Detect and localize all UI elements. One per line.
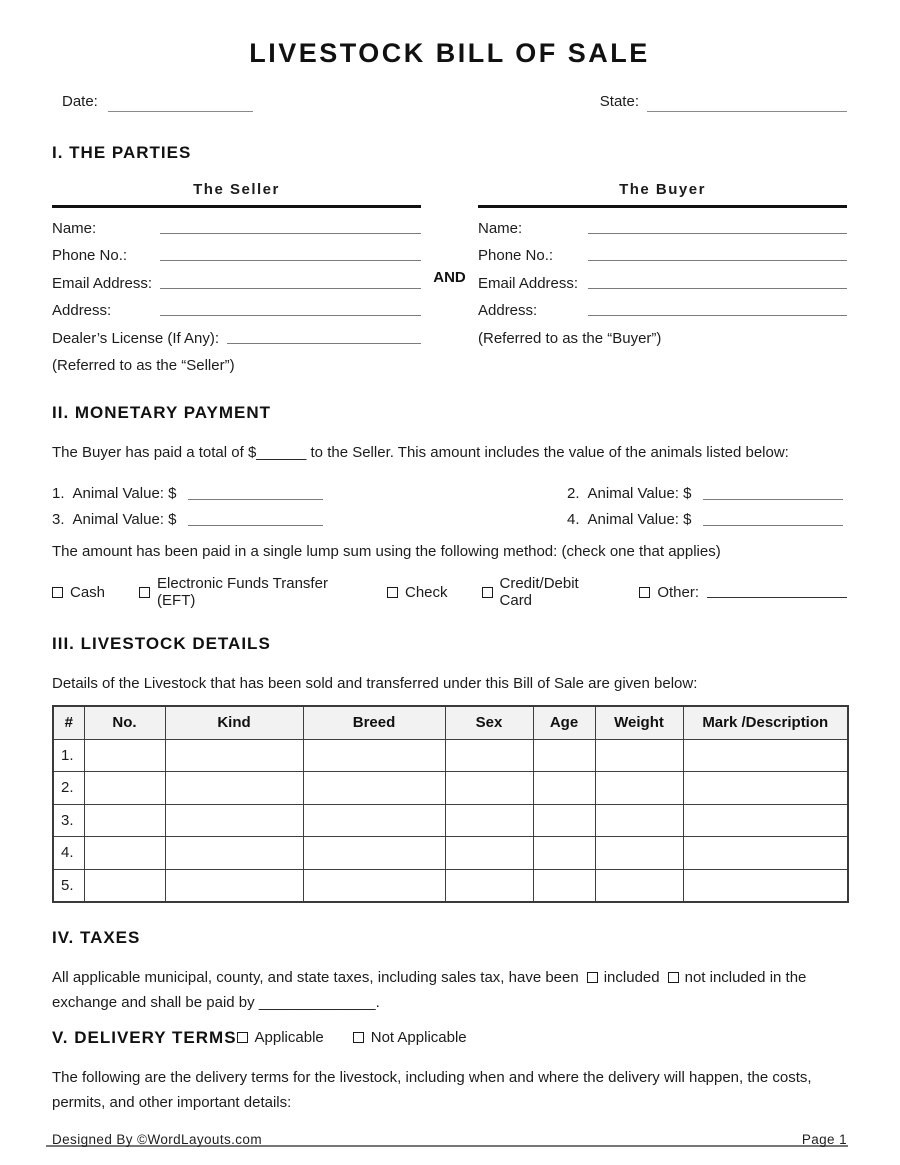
seller-name-label: Name: (52, 219, 97, 237)
table-header-row (53, 706, 848, 739)
taxes-included-label: included (603, 968, 660, 986)
section-heading-livestock: III. LIVESTOCK DETAILS (52, 634, 271, 653)
row-number: 4. (53, 837, 84, 870)
row-number: 1. (53, 739, 84, 772)
seller-name-row (52, 211, 421, 239)
table-cell[interactable] (683, 772, 848, 805)
eft-option (139, 575, 353, 609)
taxes-included-checkbox[interactable] (587, 972, 598, 983)
section-heading-parties: I. THE PARTIES (52, 143, 192, 162)
table-row (53, 869, 848, 902)
taxes-text-after: in the exchange and shall be paid by ______________. (52, 968, 807, 1011)
table-cell[interactable] (445, 772, 533, 805)
seller-name-line[interactable] (160, 233, 421, 234)
buyer-email-line[interactable] (588, 288, 847, 289)
seller-license-line[interactable] (227, 343, 421, 344)
col-header-age: Age (533, 706, 595, 739)
buyer-phone-label: Phone No.: (478, 247, 554, 264)
credit-debit-label: Credit/Debit Card (499, 575, 579, 609)
seller-rows (52, 211, 421, 376)
date-input-line[interactable] (108, 94, 253, 112)
buyer-note-row (478, 321, 847, 349)
animal-value-item-1 (52, 485, 567, 504)
table-cell[interactable] (683, 804, 848, 837)
col-header-breed: Breed (303, 706, 445, 739)
table-cell[interactable] (84, 837, 165, 870)
buyer-name-label: Name: (478, 219, 523, 237)
animal-values-grid (52, 478, 847, 530)
taxes-text-before: All applicable municipal, county, and state taxes, including sales tax, have been (52, 968, 579, 986)
livestock-intro: Details of the Livestock that has been sold and transferred under this Bill of Sale are given below: (52, 675, 698, 692)
row-number: 2. (53, 772, 84, 805)
row-number: 3. (53, 804, 84, 837)
table-cell[interactable] (595, 869, 683, 902)
state-field (600, 93, 847, 112)
seller-address-line[interactable] (160, 315, 421, 316)
not-applicable-checkbox[interactable] (353, 1032, 364, 1043)
animal-value-item-2 (567, 485, 843, 504)
taxes-not-included-label: not included (684, 968, 766, 986)
animal-value-num-2: 2. (567, 485, 580, 502)
buyer-title: The Buyer (478, 181, 847, 208)
table-cell[interactable] (683, 869, 848, 902)
animal-value-label-4: Animal Value: $ (587, 511, 692, 528)
buyer-address-label: Address: (478, 302, 538, 319)
animal-values-row-2 (52, 504, 847, 530)
seller-email-line[interactable] (160, 288, 421, 289)
buyer-address-line[interactable] (588, 315, 847, 316)
designer-credit: Designed By ©WordLayouts.com (52, 1132, 262, 1147)
payment-method-line: The amount has been paid in a single lump sum using the following method: (check one that applies) (52, 543, 721, 560)
table-cell[interactable] (303, 739, 445, 772)
seller-email-label: Email Address: (52, 274, 153, 292)
table-cell[interactable] (595, 739, 683, 772)
parties-columns (52, 181, 847, 376)
animal-value-item-3 (52, 511, 567, 530)
buyer-note: (Referred to as the “Buyer”) (478, 329, 662, 347)
table-row (53, 804, 848, 837)
table-cell[interactable] (533, 804, 595, 837)
table-cell[interactable] (445, 837, 533, 870)
col-header-mark-description: Mark /Description (683, 706, 848, 739)
other-checkbox[interactable] (639, 587, 650, 598)
seller-phone-label: Phone No.: (52, 247, 128, 264)
cash-checkbox[interactable] (52, 587, 63, 598)
table-cell[interactable] (84, 772, 165, 805)
buyer-phone-row (478, 239, 847, 267)
seller-address-row (52, 294, 421, 322)
col-header-no: No. (84, 706, 165, 739)
check-checkbox[interactable] (387, 587, 398, 598)
page-footer (52, 1132, 847, 1147)
seller-phone-line[interactable] (160, 260, 421, 261)
seller-address-label: Address: (52, 302, 112, 319)
applicable-label: Applicable (254, 1029, 324, 1046)
page-title: LIVESTOCK BILL OF SALE (249, 38, 650, 68)
col-header-index: # (53, 706, 84, 739)
animal-value-line-2[interactable] (703, 499, 843, 500)
date-state-row (52, 93, 847, 112)
table-cell[interactable] (595, 804, 683, 837)
table-cell[interactable] (533, 739, 595, 772)
table-cell[interactable] (303, 772, 445, 805)
date-label: Date: (62, 93, 98, 110)
animal-value-line-1[interactable] (188, 499, 323, 500)
table-cell[interactable] (683, 837, 848, 870)
applicable-option (237, 1029, 324, 1046)
state-input-line[interactable] (647, 94, 847, 112)
table-row (53, 772, 848, 805)
section-heading-payment: II. MONETARY PAYMENT (52, 403, 271, 422)
table-cell[interactable] (533, 869, 595, 902)
table-cell[interactable] (445, 869, 533, 902)
table-cell[interactable] (595, 837, 683, 870)
table-cell[interactable] (303, 837, 445, 870)
table-cell[interactable] (595, 772, 683, 805)
buyer-name-row (478, 211, 847, 239)
other-label: Other: (657, 583, 699, 601)
buyer-phone-line[interactable] (588, 260, 847, 261)
table-cell[interactable] (303, 869, 445, 902)
delivery-intro: The following are the delivery terms for the livestock, including when and where the delivery will happen, the costs, permits, and other important details: (52, 1068, 812, 1111)
table-cell[interactable] (84, 869, 165, 902)
table-cell[interactable] (533, 772, 595, 805)
seller-license-row (52, 321, 421, 349)
table-cell[interactable] (165, 837, 303, 870)
credit-debit-checkbox[interactable] (482, 587, 493, 598)
seller-note: (Referred to as the “Seller”) (52, 357, 235, 374)
buyer-address-row (478, 294, 847, 322)
and-label: AND (433, 269, 466, 286)
check-label: Check (404, 583, 448, 601)
not-applicable-label: Not Applicable (370, 1029, 467, 1046)
payment-intro: The Buyer has paid a total of $______ to the Seller. This amount includes the value of the animals listed below: (52, 444, 789, 461)
table-row (53, 739, 848, 772)
table-cell[interactable] (533, 837, 595, 870)
date-field (62, 93, 253, 112)
credit-debit-option (482, 575, 606, 609)
col-header-kind: Kind (165, 706, 303, 739)
row-number: 5. (53, 869, 84, 902)
taxes-paragraph (52, 965, 847, 1015)
page-number: Page 1 (801, 1132, 847, 1147)
livestock-table (52, 705, 849, 903)
animal-value-label-1: Animal Value: $ (72, 485, 177, 502)
delivery-heading-row (52, 1028, 847, 1048)
animal-value-label-2: Animal Value: $ (587, 485, 692, 502)
table-cell[interactable] (683, 739, 848, 772)
animal-value-num-3: 3. (52, 511, 65, 528)
eft-label: Electronic Funds Transfer (EFT) (157, 575, 328, 609)
payment-methods-row (52, 575, 847, 609)
cash-label: Cash (70, 583, 106, 601)
other-input-line[interactable] (707, 597, 847, 598)
animal-values-row-1 (52, 478, 847, 504)
table-cell[interactable] (303, 804, 445, 837)
applicable-checkbox[interactable] (237, 1032, 248, 1043)
table-cell[interactable] (445, 739, 533, 772)
other-option (639, 584, 847, 601)
seller-license-label: Dealer’s License (If Any): (52, 329, 220, 347)
section-heading-taxes: IV. TAXES (52, 927, 141, 947)
not-applicable-option (353, 1029, 467, 1046)
table-row (53, 837, 848, 870)
animal-value-num-1: 1. (52, 485, 65, 502)
animal-value-label-3: Animal Value: $ (72, 511, 177, 528)
seller-note-row (52, 349, 421, 377)
table-cell[interactable] (165, 869, 303, 902)
table-cell[interactable] (165, 739, 303, 772)
state-label: State: (599, 93, 639, 110)
animal-value-line-4[interactable] (703, 525, 843, 526)
animal-value-line-3[interactable] (188, 525, 323, 526)
table-cell[interactable] (165, 804, 303, 837)
animal-value-num-4: 4. (567, 511, 580, 528)
section-heading-delivery: V. DELIVERY TERMS (52, 1027, 237, 1047)
buyer-email-label: Email Address: (478, 274, 579, 292)
taxes-not-included-checkbox[interactable] (668, 972, 679, 983)
eft-checkbox[interactable] (139, 587, 150, 598)
col-header-weight: Weight (595, 706, 683, 739)
table-cell[interactable] (445, 804, 533, 837)
check-option (387, 584, 448, 601)
seller-phone-row (52, 239, 421, 267)
seller-title: The Seller (52, 181, 421, 208)
animal-value-item-4 (567, 511, 843, 530)
col-header-sex: Sex (445, 706, 533, 739)
table-cell[interactable] (84, 739, 165, 772)
buyer-name-line[interactable] (588, 233, 847, 234)
table-cell[interactable] (84, 804, 165, 837)
table-cell[interactable] (165, 772, 303, 805)
cash-option (52, 584, 105, 601)
delivery-writing-lines (46, 1145, 848, 1165)
